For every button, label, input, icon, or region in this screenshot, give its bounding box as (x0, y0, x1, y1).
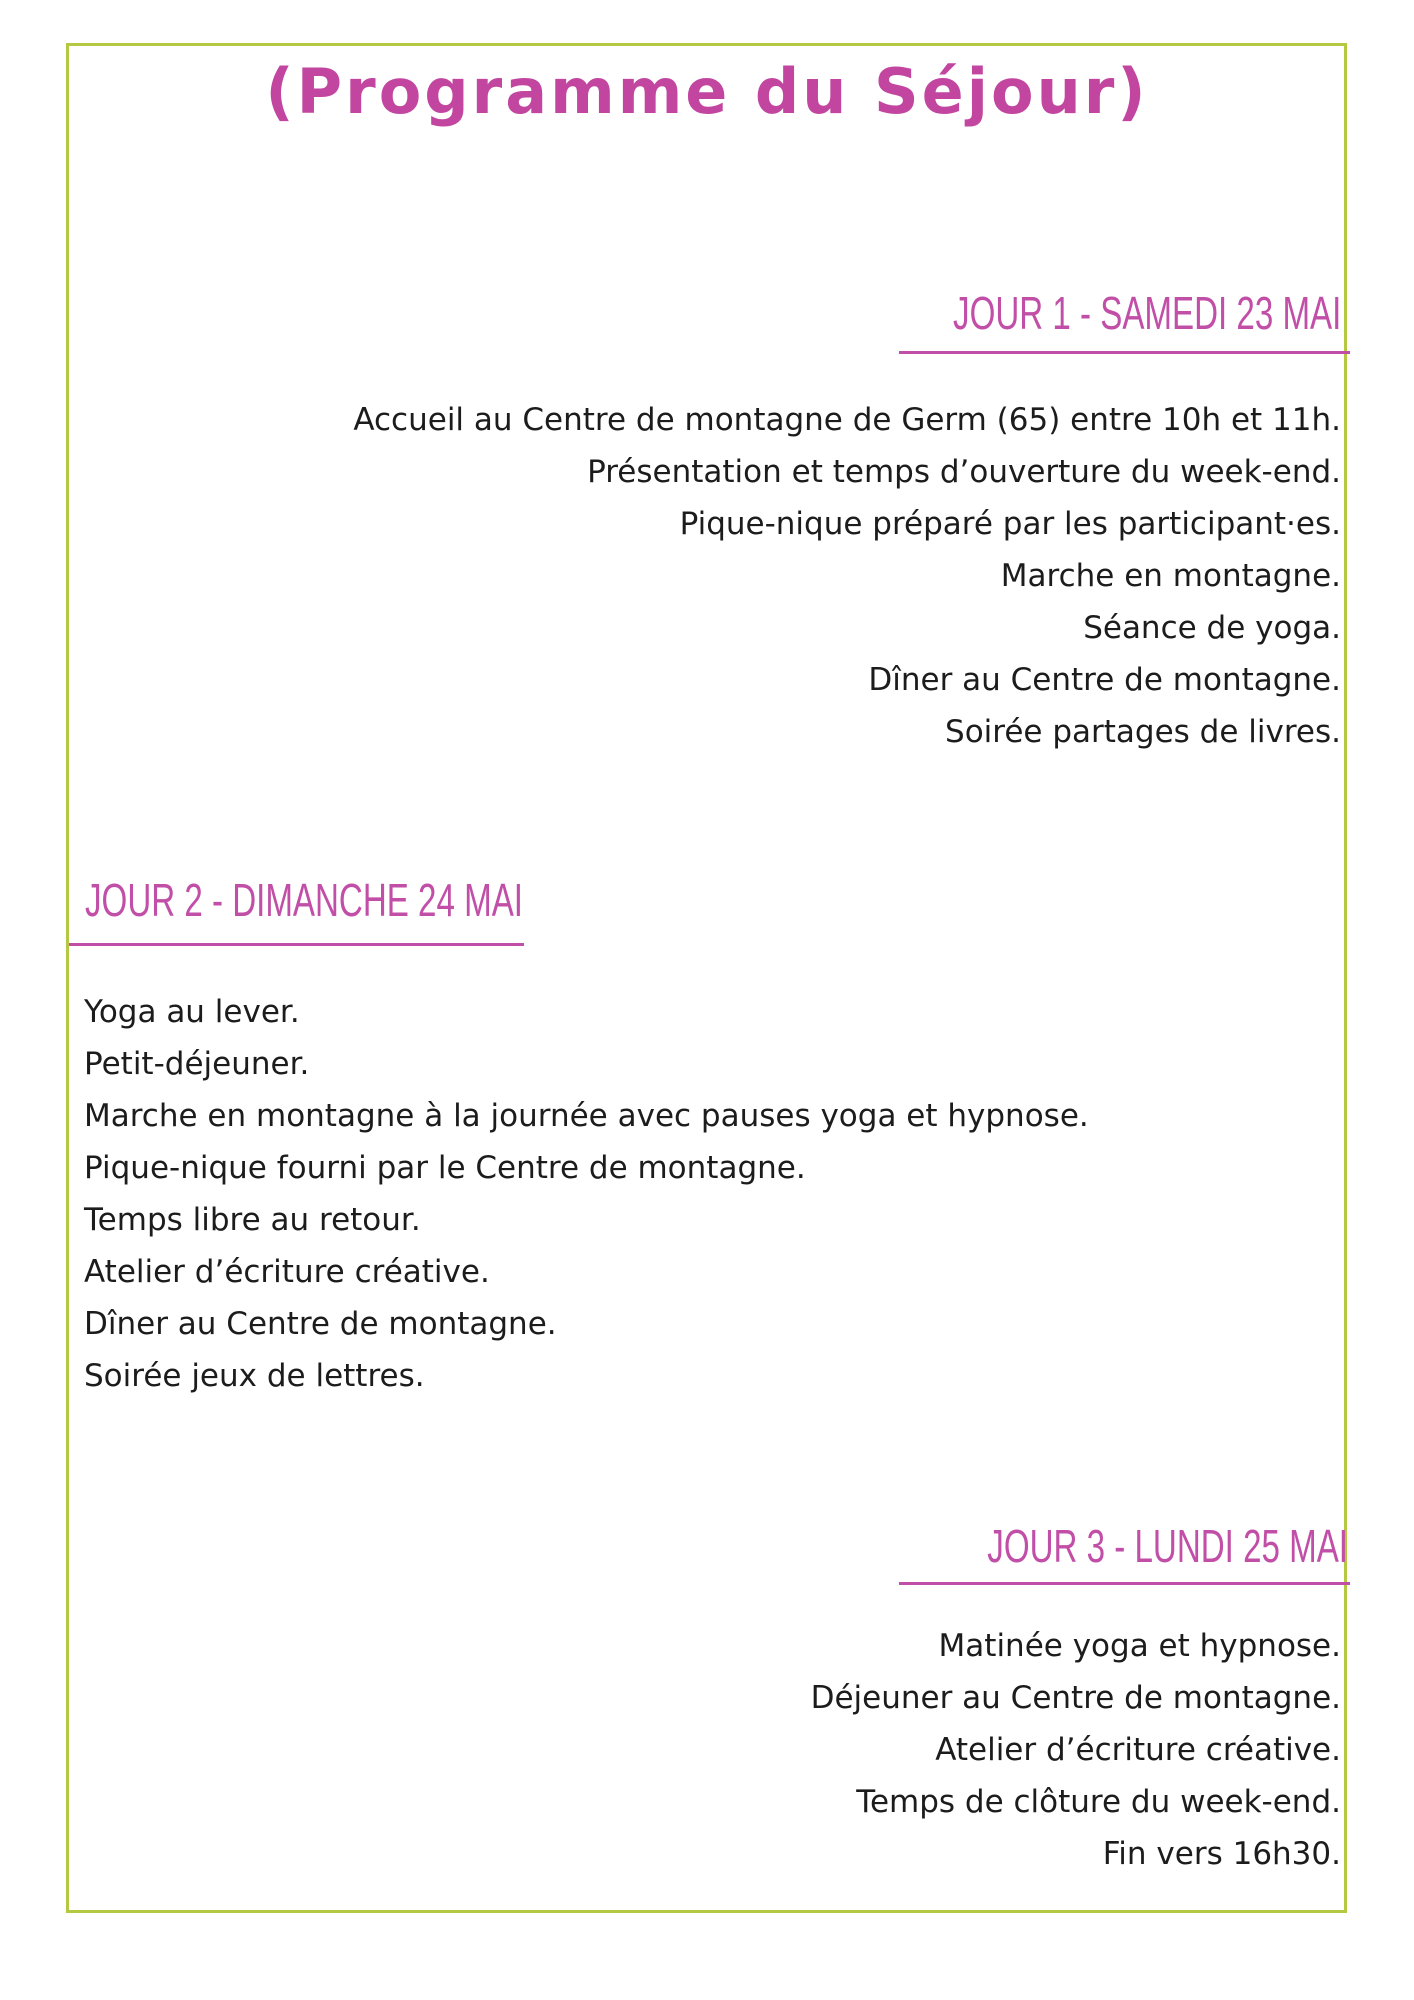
list-item: Soirée jeux de lettres. (84, 1358, 425, 1394)
list-item: Petit-déjeuner. (84, 1046, 310, 1082)
list-item: Pique-nique fourni par le Centre de montagne. (84, 1150, 806, 1186)
list-item: Accueil au Centre de montagne de Germ (65) entre 10h et 11h. (353, 402, 1341, 438)
list-item: Temps libre au retour. (84, 1202, 421, 1238)
day-2-activity-list (84, 986, 1344, 1402)
list-item: Yoga au lever. (84, 994, 300, 1030)
list-item: Présentation et temps d’ouverture du week-end. (587, 454, 1341, 490)
list-item: Temps de clôture du week-end. (856, 1784, 1341, 1820)
list-item: Dîner au Centre de montagne. (84, 1306, 557, 1342)
list-item: Dîner au Centre de montagne. (868, 662, 1341, 698)
list-item: Pique-nique préparé par les participant·es. (679, 506, 1341, 542)
list-item: Soirée partages de livres. (945, 714, 1341, 750)
day-3-heading: JOUR 3 - LUNDI 25 MAI (987, 1520, 1348, 1572)
day-1-activity-list (81, 394, 1341, 758)
list-item: Atelier d’écriture créative. (935, 1732, 1341, 1768)
page-title: (Programme du Séjour) (265, 55, 1149, 128)
list-item: Marche en montagne à la journée avec pauses yoga et hypnose. (84, 1098, 1089, 1134)
list-item: Marche en montagne. (1000, 558, 1341, 594)
list-item: Atelier d’écriture créative. (84, 1254, 490, 1290)
list-item: Matinée yoga et hypnose. (938, 1628, 1341, 1664)
list-item: Fin vers 16h30. (1102, 1836, 1341, 1872)
day-1-heading-underline (899, 351, 1350, 354)
list-item: Déjeuner au Centre de montagne. (810, 1680, 1341, 1716)
day-3-heading-underline (899, 1582, 1350, 1585)
day-2-heading: JOUR 2 - DIMANCHE 24 MAI (85, 874, 523, 926)
list-item: Séance de yoga. (1083, 610, 1341, 646)
day-1-heading: JOUR 1 - SAMEDI 23 MAI (952, 287, 1341, 339)
day-3-activity-list (81, 1620, 1341, 1880)
day-2-heading-underline (69, 943, 524, 946)
